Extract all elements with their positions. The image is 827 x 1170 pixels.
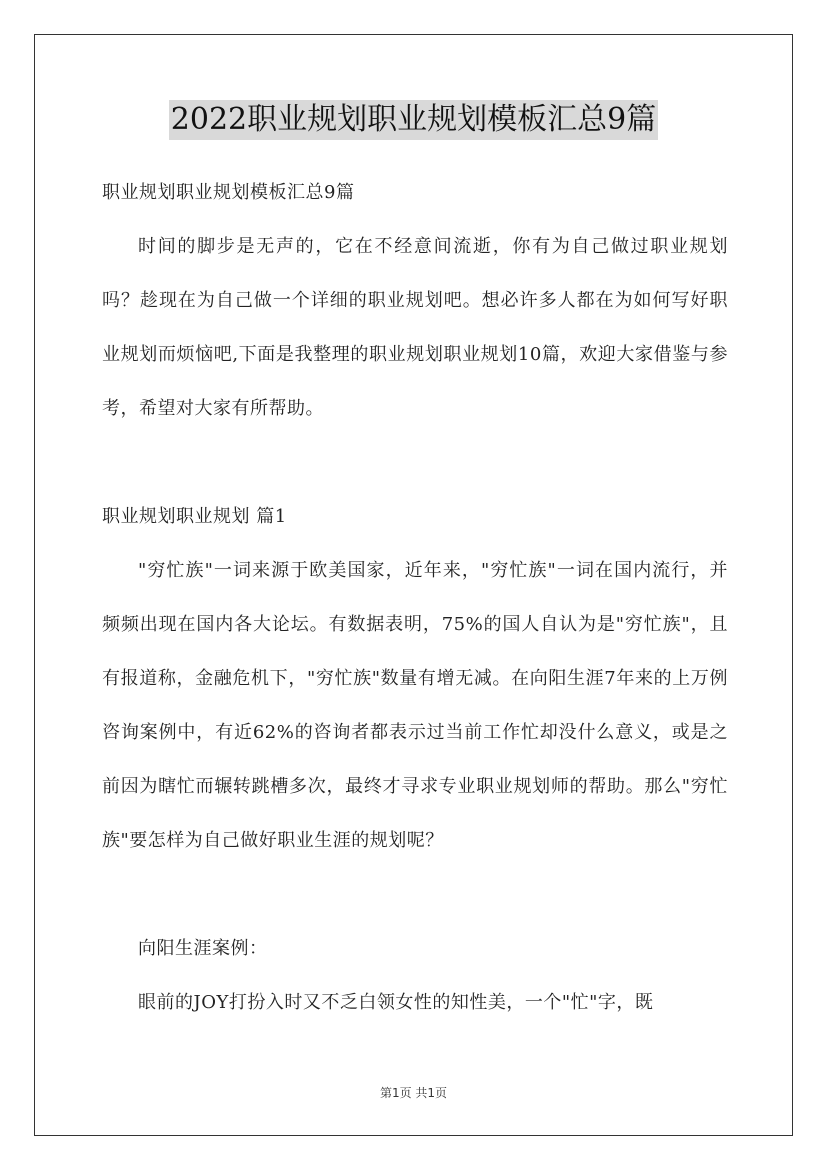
case-heading: 向阳生涯案例： xyxy=(138,938,268,959)
section-heading: 职业规划职业规划 篇1 xyxy=(102,506,287,527)
document-subtitle: 职业规划职业规划模板汇总9篇 xyxy=(102,182,355,203)
page-footer: 第1页 共1页 xyxy=(379,1086,448,1100)
section-paragraph: "穷忙族"一词来源于欧美国家，近年来，"穷忙族"一词在国内流行，并频频出现在国内各大论坛。有数据表明，75%的国人自认为是"穷忙族"，且有报道称，金融危机下，"穷忙族"数量有增无减。在向阳生涯7年来的上万例咨询案例中，有近62%的咨询者都表示过当前工作忙却没什么意义，或是之前因为瞎忙而辗转跳槽多次，最终才寻求专业职业规划师的帮助。那么"穷忙族"要怎样为自己做好职业生涯的规划呢？ xyxy=(102,560,728,851)
case-paragraph: 眼前的JOY打扮入时又不乏白领女性的知性美，一个"忙"字，既 xyxy=(138,992,654,1013)
intro-paragraph: 时间的脚步是无声的，它在不经意间流逝，你有为自己做过职业规划吗？趁现在为自己做一个详细的职业规划吧。想必许多人都在为如何写好职业规划而烦恼吧,下面是我整理的职业规划职业规划10篇，欢迎大家借鉴与参考，希望对大家有所帮助。 xyxy=(102,236,728,419)
title-container xyxy=(0,100,827,140)
document-title: 2022职业规划职业规划模板汇总9篇 xyxy=(169,100,658,140)
